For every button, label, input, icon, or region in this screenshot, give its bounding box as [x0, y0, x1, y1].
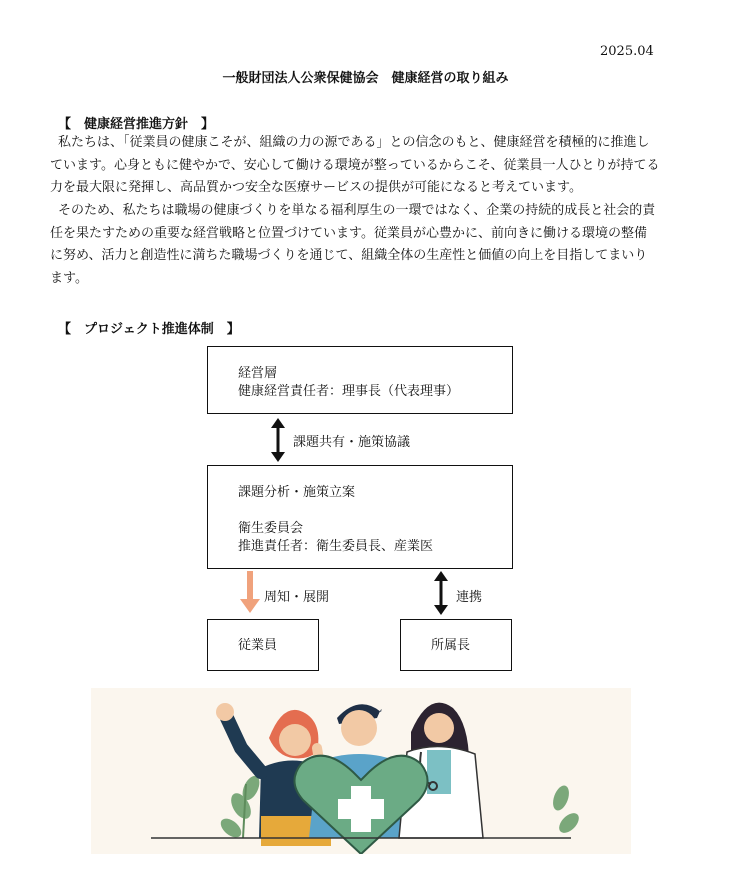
- structure-heading: 【 プロジェクト推進体制 】: [58, 322, 240, 337]
- policy-line: ています。心身ともに健やかで、安心して働ける環境が整っているからこそ、従業員一人ひとりが持てる: [50, 158, 660, 173]
- double-arrow-icon: [429, 571, 453, 615]
- page-title: 一般財団法人公衆保健協会 健康経営の取り組み: [222, 71, 509, 86]
- committee-task: 課題分析・施策立案: [238, 485, 356, 500]
- employees-box: [207, 619, 319, 671]
- management-responsible: 健康経営責任者：理事長（代表理事）: [238, 384, 460, 399]
- management-title: 経営層: [238, 366, 278, 381]
- managers-label: 所属長: [431, 638, 471, 653]
- policy-heading: 【 健康経営推進方針 】: [58, 117, 215, 132]
- managers-box: [400, 619, 512, 671]
- double-arrow-icon: [263, 418, 293, 462]
- policy-line: 力を最大限に発揮し、高品質かつ安全な医療サービスの提供が可能になると考えています。: [50, 180, 582, 195]
- arrow-label-coordinate: 連携: [456, 590, 483, 605]
- down-arrow-icon: [240, 571, 260, 615]
- employees-label: 従業員: [238, 638, 278, 653]
- arrow-label-announce: 周知・展開: [264, 590, 330, 605]
- committee-name: 衛生委員会: [238, 521, 304, 536]
- management-box: [207, 346, 513, 414]
- policy-line: 私たちは、「従業員の健康こそが、組織の力の源である」との信念のもと、健康経営を積極的に推進し: [58, 135, 650, 150]
- committee-responsible: 推進責任者：衛生委員長、産業医: [238, 539, 434, 554]
- policy-line: ます。: [50, 271, 88, 286]
- committee-box: [207, 465, 513, 569]
- arrow-label-share: 課題共有・施策協議: [293, 435, 411, 450]
- document-date: 2025.04: [600, 44, 654, 59]
- health-team-illustration: [91, 688, 631, 854]
- policy-line: に努め、活力と創造性に満ちた職場づくりを通じて、組織全体の生産性と価値の向上を目指してまいり: [50, 248, 648, 263]
- policy-line: そのため、私たちは職場の健康づくりを単なる福利厚生の一環ではなく、企業の持続的成長と社会的責: [58, 203, 656, 218]
- policy-line: 任を果たすための重要な経営戦略と位置づけています。従業員が心豊かに、前向きに働ける環境の整備: [50, 226, 647, 241]
